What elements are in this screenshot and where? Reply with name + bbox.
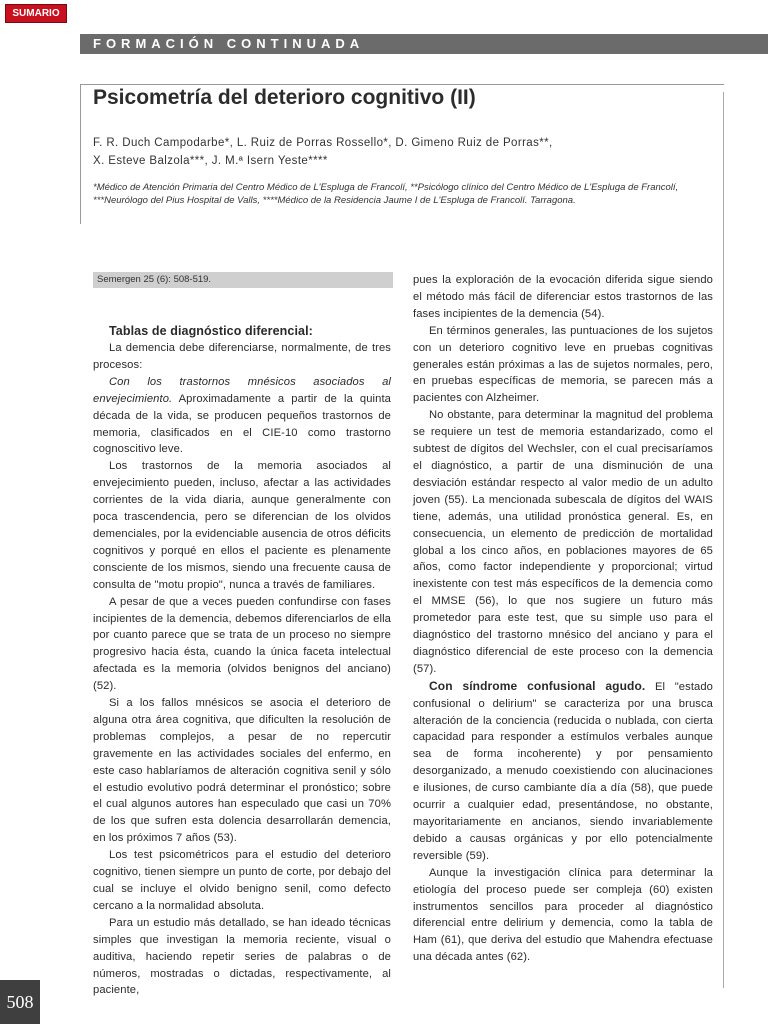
- paragraph: No obstante, para determinar la magnitud del problema se requiere un test de memoria estandarizado, como el subtest de dígitos del Wechsler, con el cual precisaríamos el diagnóstico, a partir de una disminución de una desviación estándar respecto al valor medio de un adulto joven (55). La mencionada subescala de dígitos del WAIS tiene, además, una utilidad pronóstica general. Es, en consecuencia, un elemento de predicción de mortalidad global a los cinco años, en poblaciones mayores de 65 años, como factor independiente y proporcional; virtud inexistente con test más específicos de la demencia como el MMSE (56), lo que nos sugiere un futuro más prometedor para este test, que su simple uso para el diagnóstico del trastorno mnésico del anciano y para el diagnóstico diferencial de este proceso con la demencia (57).: [413, 409, 713, 675]
- affiliations: *Médico de Atención Primaria del Centro Médico de L'Espluga de Francolí, **Psicólogo clínico del Centro Médico de L'Espluga de Francolí, ***Neurólogo del Pius Hospital de Valls, ****Médico de la Residencia Jaume I de L'Espluga de Francolí. Tarragona.: [93, 182, 679, 206]
- paragraph: Si a los fallos mnésicos se asocia el deterioro de alguna otra área cognitiva, que dificulten la resolución de problemas complejos, a pesar de no repercutir gravemente en las actividades sociales del enfermo, en este caso hablaríamos de alteración cognitiva senil y sólo el estudio evolutivo podrá determinar el pronóstico; sobre el cual algunos autores han especulado que casi un 70% de los que sufren esta dolencia desarrollarán demencia, en los próximos 7 años (53).: [93, 697, 391, 845]
- paragraph: A pesar de que a veces pueden confundirse con fases incipientes de la demencia, debemos diferenciarlos de ella por cuanto parece que se trata de un proceso no siempre progresivo hacia ésta, cuando la única faceta intelectual afectada es la memoria (olvidos benignos del anciano) (52).: [93, 595, 391, 693]
- page-number: 508: [0, 980, 40, 1024]
- title-rule-left: [80, 84, 81, 224]
- citation-bar: Semergen 25 (6): 508-519.: [93, 272, 393, 288]
- paragraph: [93, 374, 391, 459]
- authors: [93, 134, 713, 170]
- paragraph: pues la exploración de la evocación diferida sigue siendo el método más fácil de diferenciar estos trastornos de las fases incipientes de la demencia (54).: [413, 274, 713, 320]
- subheading-bold: Con síndrome confusional agudo.: [429, 678, 646, 693]
- authors-line-2: X. Esteve Balzola***, J. M.ª Isern Yeste****: [93, 155, 328, 167]
- paragraph: La demencia debe diferenciarse, normalmente, de tres procesos:: [93, 342, 391, 371]
- section-heading: Tablas de diagnóstico diferencial:: [109, 324, 313, 338]
- authors-line-1: F. R. Duch Campodarbe*, L. Ruiz de Porras Rossello*, D. Gimeno Ruiz de Porras**,: [93, 137, 553, 149]
- column-rule-right: [723, 92, 724, 988]
- left-column: [93, 322, 391, 999]
- paragraph: Los trastornos de la memoria asociados al envejecimiento pueden, incluso, afectar a las actividades corrientes de la vida diaria, aunque generalmente con poca trascendencia, pero se diferencian de los olvidos demenciales, por la evidenciable ausencia de otros déficits cognitivos y porqué en ellos el paciente es plenamente consciente de los mismos, siendo una frecuente causa de consulta de "motu propio", nunca a través de familiares.: [93, 460, 391, 591]
- paragraph: [413, 678, 713, 865]
- subheading-italic: Con los trastornos mnésicos asociados al envejecimiento.: [93, 375, 391, 405]
- article-title: Psicometría del deterioro cognitivo (II): [93, 86, 476, 109]
- paragraph: Aunque la investigación clínica para determinar la etiología del proceso puede ser compleja (60) existen instrumentos sencillos para proceder al diagnóstico diferencial entre delirium y demencia, como la tabla de Ham (61), que deriva del estudio que Mahendra efectuase una década antes (62).: [413, 866, 713, 964]
- right-column: [413, 272, 713, 966]
- title-rule-top: [80, 84, 724, 85]
- section-banner: FORMACIÓN CONTINUADA: [80, 34, 768, 54]
- paragraph: Para un estudio más detallado, se han ideado técnicas simples que investigan la memoria reciente, visual o auditiva, haciendo repetir series de palabras o de números, mostradas o dictadas, respectivamente, al paciente,: [93, 916, 391, 997]
- paragraph: Los test psicométricos para el estudio del deterioro cognitivo, tienen siempre un punto de corte, por debajo del cual se incluye el olvido benigno senil, como defecto cercano a la normalidad absoluta.: [93, 849, 391, 912]
- paragraph: En términos generales, las puntuaciones de los sujetos con un deterioro cognitivo leve en pruebas cognitivas generales están próximas a las de sujetos normales, pero, en pruebas específicas de memoria, se parecen más a pacientes con Alzheimer.: [413, 324, 713, 405]
- paragraph-text: El "estado confusional o delirium" se caracteriza por una brusca alteración de la conciencia (reducida o nublada, con cierta capacidad para responder a estímulos verbales aunque sea de forma incoherente) y por pensamiento desorganizado, a menudo coexistiendo con alucinaciones e ilusiones, de curso cambiante día a día (58), que puede ocurrir a cualquier edad, presentándose, no obstante, mayoritariamente en ancianos, siendo invariablemente debido a causas orgánicas y por ello potencialmente reversible (59).: [413, 680, 713, 862]
- paragraph-text: Aproximadamente a partir de la quinta década de la vida, se producen pequeños trastornos de memoria, clasificados en el CIE-10 como trastorno cognoscitivo leve.: [93, 392, 391, 456]
- sumario-button[interactable]: SUMARIO: [5, 4, 67, 23]
